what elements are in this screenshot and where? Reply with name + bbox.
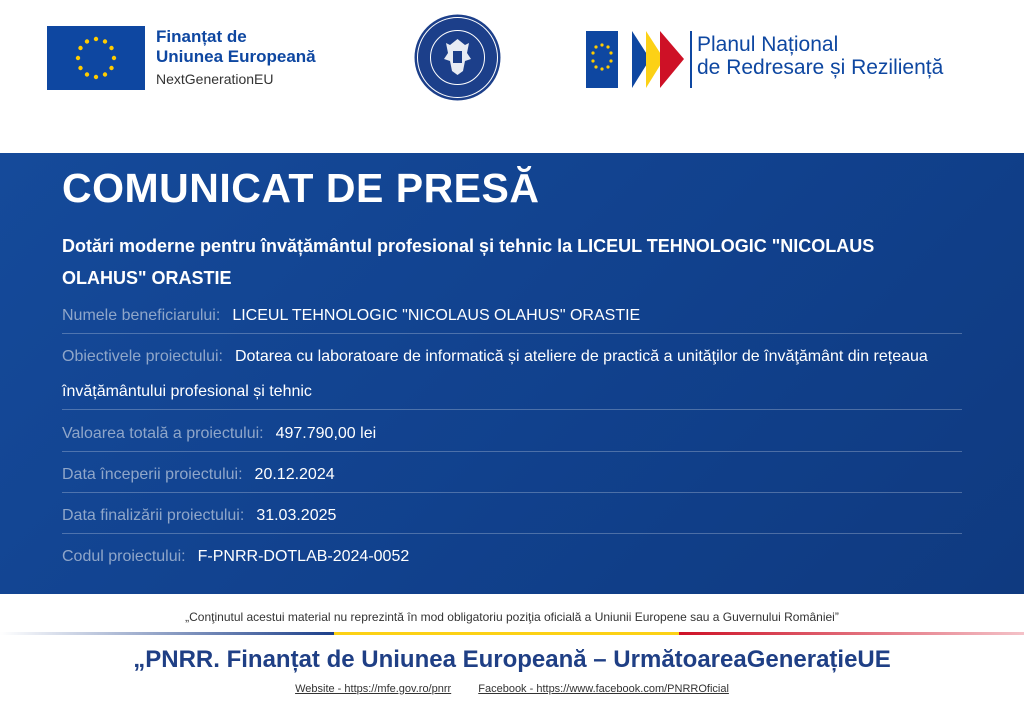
press-release-panel bbox=[0, 153, 1024, 594]
footer-links bbox=[0, 683, 1024, 695]
field-value: LICEUL TEHNOLOGIC "NICOLAUS OLAHUS" ORASTIE bbox=[232, 307, 641, 324]
field-label: Codul proiectului: bbox=[62, 548, 186, 565]
press-title: COMUNICAT DE PRESĂ bbox=[62, 165, 540, 211]
field-label: Valoarea totală a proiectului: bbox=[62, 425, 264, 442]
field-value: 497.790,00 lei bbox=[275, 425, 377, 442]
flag-stripe-blue bbox=[0, 632, 334, 635]
pnrr-line2: de Redresare și Reziliență bbox=[697, 56, 944, 80]
total-value-row bbox=[62, 416, 962, 452]
eu-line1: Finanțat de bbox=[156, 27, 247, 46]
eu-line2: Uniunea Europeană bbox=[156, 47, 316, 67]
objectives-row bbox=[62, 339, 962, 410]
website-link[interactable]: Website - https://mfe.gov.ro/pnrr bbox=[295, 683, 452, 695]
flag-stripe-yellow bbox=[334, 632, 679, 635]
field-label: Numele beneficiarului: bbox=[62, 307, 221, 324]
eu-funding-text bbox=[156, 27, 316, 88]
pnrr-logo bbox=[586, 31, 684, 88]
field-value: 31.03.2025 bbox=[256, 507, 337, 524]
end-date-row bbox=[62, 498, 962, 534]
start-date-row bbox=[62, 457, 962, 493]
field-label: Data începerii proiectului: bbox=[62, 466, 243, 483]
header bbox=[0, 0, 1024, 153]
beneficiary-row bbox=[62, 298, 962, 334]
government-seal-logo bbox=[413, 13, 502, 102]
field-value: 20.12.2024 bbox=[254, 466, 335, 483]
field-label: Obiectivele proiectului: bbox=[62, 348, 223, 365]
pnrr-divider bbox=[690, 31, 692, 88]
project-code-row bbox=[62, 539, 962, 574]
eu-flag-logo bbox=[47, 26, 145, 90]
flag-stripe-red bbox=[679, 632, 1024, 635]
facebook-link[interactable]: Facebook - https://www.facebook.com/PNRROficial bbox=[478, 683, 729, 695]
eu-line3: NextGenerationEU bbox=[156, 70, 274, 87]
disclaimer-text: „Conţinutul acestui material nu reprezintă în mod obligatoriu poziţia oficială a Uniunii Europene sau a Guvernului României” bbox=[185, 610, 839, 624]
field-label: Data finalizării proiectului: bbox=[62, 507, 245, 524]
field-value: Dotarea cu laboratoare de informatică și ateliere de practică a unităţilor de învăţământ din rețeaua învățământului profesional și tehnic bbox=[62, 348, 928, 400]
project-subtitle: Dotări moderne pentru învățământul profesional și tehnic la LICEUL TEHNOLOGIC "NICOLAUS OLAHUS" ORASTIE bbox=[62, 236, 875, 288]
field-value: F-PNRR-DOTLAB-2024-0052 bbox=[197, 548, 410, 565]
pnrr-line1: Planul Național bbox=[697, 33, 839, 56]
pnrr-slogan: „PNRR. Finanțat de Uniunea Europeană – UrmătoareaGenerațieUE bbox=[133, 646, 891, 673]
pnrr-title bbox=[697, 33, 943, 79]
